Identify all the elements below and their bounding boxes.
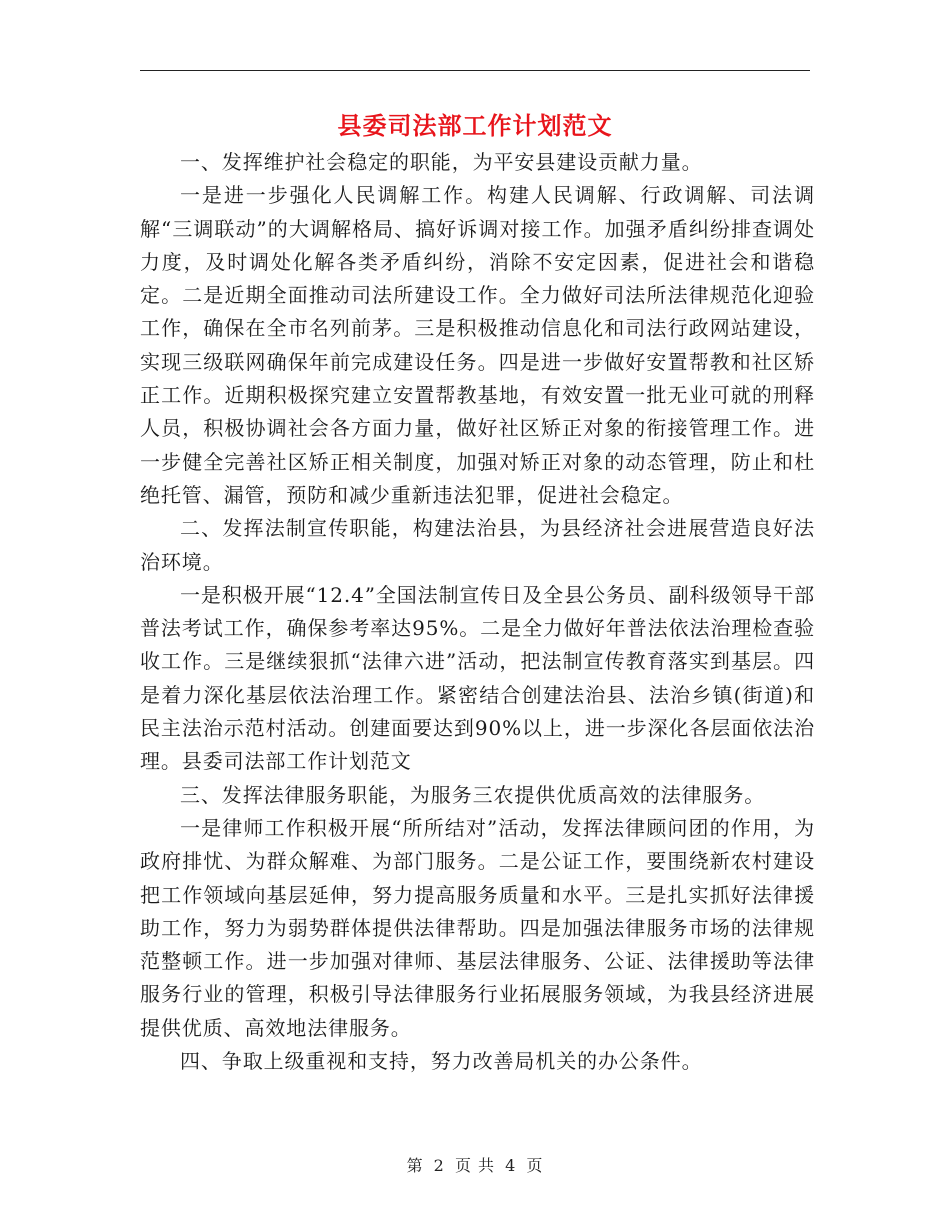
paragraph-7: 四、争取上级重视和支持，努力改善局机关的办公条件。	[180, 1049, 703, 1074]
paragraph-1: 一、发挥维护社会稳定的职能，为平安县建设贡献力量。	[180, 150, 703, 174]
footer-suffix: 页	[526, 1156, 544, 1175]
paragraph-4: 一是积极开展“12.4”全国法制宣传日及全县公务员、副科级领导干部普法考试工作，确保参考率达95%。二是全力做好年普法依法治理检查验收工作。三是继续狠抓“法律六进”活动，把法制宣传教育落实到基层。四是着力深化基层依法治理工作。紧密结合创建法治县、法治乡镇(街道)和民主法治示范村活动。创建面要达到90%以上，进一步深化各层面依法治理。县委司法部工作计划范文	[140, 582, 815, 774]
paragraph-6: 一是律师工作积极开展“所所结对”活动，发挥法律顾问团的作用，为政府排忧、为群众解难、为部门服务。二是公证工作，要围绕新农村建设把工作领域向基层延伸，努力提高服务质量和水平。三是扎实抓好法律援助工作，努力为弱势群体提供法律帮助。四是加强法律服务市场的法律规范整顿工作。进一步加强对律师、基层法律服务、公证、法律援助等法律服务行业的管理，积极引导法律服务行业拓展服务领域，为我县经济进展提供优质、高效地法律服务。	[140, 815, 815, 1040]
footer-middle: 页 共	[454, 1156, 496, 1175]
footer-prefix: 第	[406, 1156, 424, 1175]
document-body	[140, 146, 815, 1078]
document-title: 县委司法部工作计划范文	[337, 111, 613, 140]
footer-page-number: 2	[433, 1156, 445, 1175]
footer-total-pages: 4	[505, 1156, 517, 1175]
header-rule	[140, 70, 810, 71]
page-footer	[0, 1153, 950, 1176]
paragraph-5: 三、发挥法律服务职能，为服务三农提供优质高效的法律服务。	[180, 782, 766, 807]
paragraph-3: 二、发挥法制宣传职能，构建法治县，为县经济社会进展营造良好法治环境。	[140, 516, 815, 574]
paragraph-2: 一是进一步强化人民调解工作。构建人民调解、行政调解、司法调解“三调联动”的大调解格局、搞好诉调对接工作。加强矛盾纠纷排查调处力度，及时调处化解各类矛盾纠纷，消除不安定因素，促进社会和谐稳定。二是近期全面推动司法所建设工作。全力做好司法所法律规范化迎验工作，确保在全市名列前茅。三是积极推动信息化和司法行政网站建设，实现三级联网确保年前完成建设任务。四是进一步做好安置帮教和社区矫正工作。近期积极探究建立安置帮教基地，有效安置一批无业可就的刑释人员，积极协调社会各方面力量，做好社区矫正对象的衔接管理工作。进一步健全完善社区矫正相关制度，加强对矫正对象的动态管理，防止和杜绝托管、漏管，预防和减少重新违法犯罪，促进社会稳定。	[140, 183, 815, 507]
